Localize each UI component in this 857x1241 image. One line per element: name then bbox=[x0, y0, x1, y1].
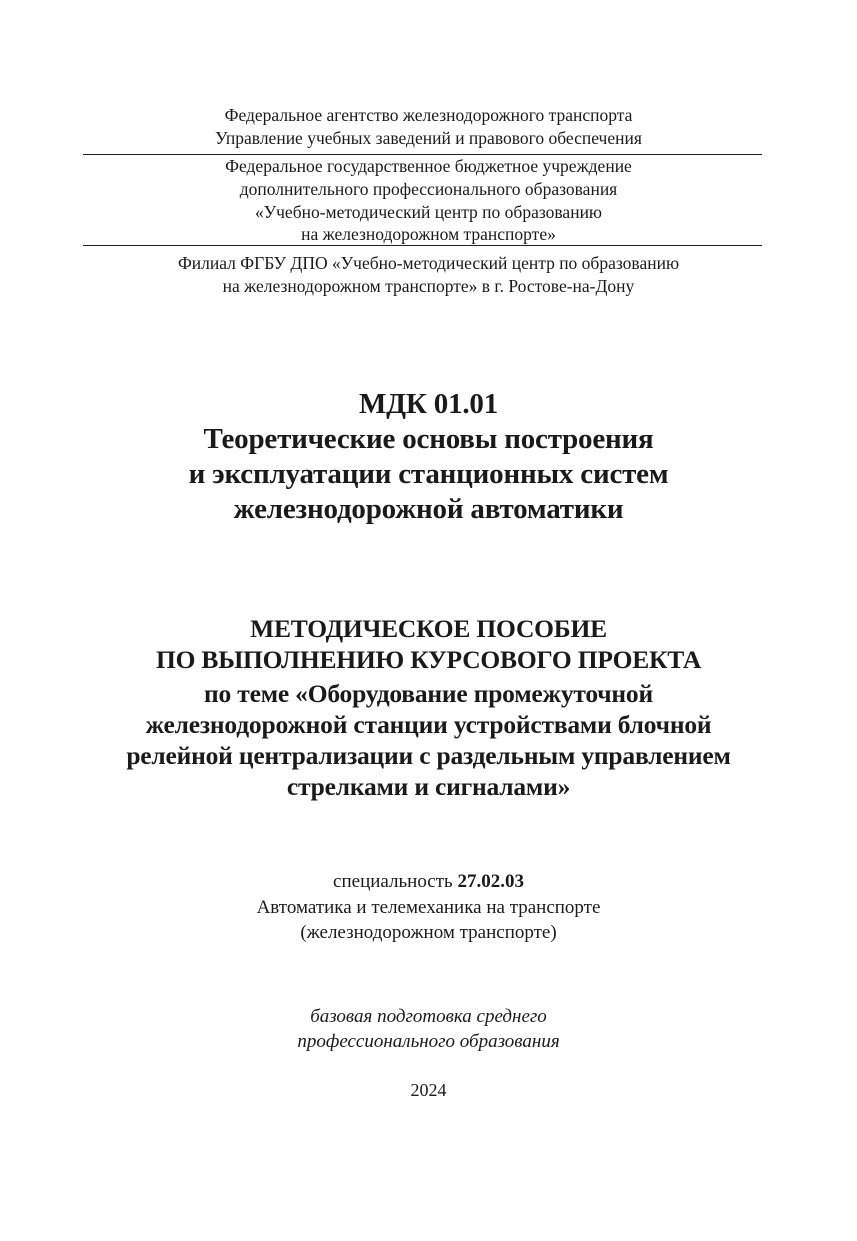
course-title-line-2: и эксплуатации станционных систем bbox=[188, 458, 669, 490]
manual-heading-line-2: ПО ВЫПОЛНЕНИЮ КУРСОВОГО ПРОЕКТА bbox=[155, 645, 702, 674]
specialty-line bbox=[0, 869, 857, 895]
course-code: МДК 01.01 bbox=[358, 388, 499, 420]
specialty-name-line-2: (железнодорожном транспорте) bbox=[300, 922, 557, 943]
level-line-1: базовая подготовка среднего bbox=[310, 1006, 547, 1027]
manual-heading-line-1: МЕТОДИЧЕСКОЕ ПОСОБИЕ bbox=[250, 614, 607, 643]
publication-year: 2024 bbox=[410, 1080, 447, 1100]
specialty-prefix: специальность bbox=[333, 871, 458, 892]
topic-line-2: железнодорожной станции устройствами блочной bbox=[145, 710, 712, 739]
agency-line-2: Управление учебных заведений и правового обеспечения bbox=[215, 128, 642, 148]
institution-line-2: дополнительного профессионального образования bbox=[239, 179, 618, 199]
course-title-line-1: Теоретические основы построения bbox=[203, 423, 654, 455]
branch-line-1: Филиал ФГБУ ДПО «Учебно-методический центр по образованию bbox=[177, 253, 680, 273]
header-divider-2 bbox=[83, 245, 762, 246]
course-title-line-3: железнодорожной автоматики bbox=[233, 493, 624, 525]
topic-line-3: релейной централизации с раздельным управлением bbox=[126, 741, 731, 770]
topic-line-4: стрелками и сигналами» bbox=[286, 772, 571, 801]
institution-line-4: на железнодорожном транспорте» bbox=[301, 224, 556, 244]
institution-line-3: «Учебно-методический центр по образованию bbox=[254, 202, 603, 222]
branch-line-2: на железнодорожном транспорте» в г. Ростове-на-Дону bbox=[222, 276, 635, 296]
agency-line-1: Федеральное агентство железнодорожного транспорта bbox=[224, 105, 633, 125]
level-line-2: профессионального образования bbox=[297, 1031, 560, 1052]
specialty-name-line-1: Автоматика и телемеханика на транспорте bbox=[256, 897, 601, 918]
topic-line-1: по теме «Оборудование промежуточной bbox=[204, 679, 653, 708]
specialty-code: 27.02.03 bbox=[457, 871, 524, 892]
institution-line-1: Федеральное государственное бюджетное учреждение bbox=[225, 156, 632, 176]
